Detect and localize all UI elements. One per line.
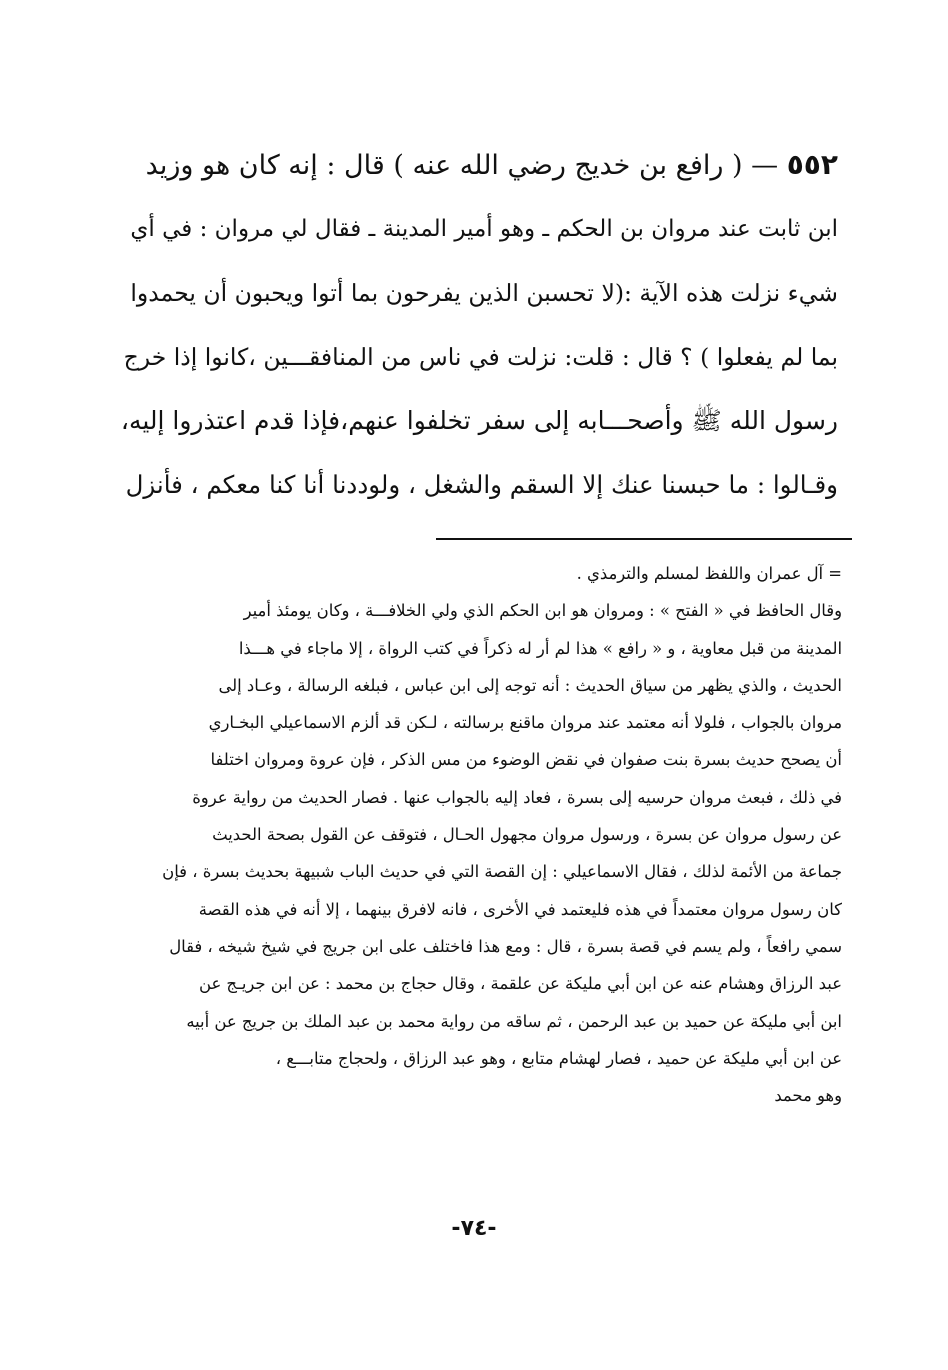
footnote-line: المدينة من قبل معاوية ، و « رافع » هذا لم أر له ذكراً في كتب الرواة ، إلا ماجاء في هـــذا	[238, 638, 842, 658]
hadith-number: ٥٥٢	[786, 148, 838, 181]
footnote-line: في ذلك ، فبعث مروان حرسيه إلى بسرة ، فعاد إليه بالجواب عنها . فصار الحديث من رواية عروة	[192, 787, 842, 807]
footnote-line: ابن أبي مليكة عن حميد بن عبد الرحمن ، ثم ساقه من رواية محمد بن عبد الملك بن جريج عن أبيه	[186, 1011, 842, 1031]
hadith-line: رسول الله ﷺ وأصحـــابه إلى سفر تخلفوا عنهم،فإذا قدم اعتذروا إليه،	[120, 406, 838, 435]
footnote-line: = آل عمران واللفظ لمسلم والترمذي .	[576, 564, 842, 583]
page-number: -٧٤-	[451, 1216, 497, 1241]
hadith-line	[118, 133, 838, 197]
hadith-line-text: — ( رافع بن خديج رضي الله عنه ) قال : إنه كان هو وزيد	[145, 150, 779, 181]
hadith-line: بما لم يفعلوا ) ؟ قال : قلت: نزلت في ناس من المنافقـــين ،كانوا إذا خرج	[123, 343, 838, 371]
footnote-line: وقال الحافظ في « الفتح » : ومروان هو ابن الحكم الذي ولي الخلافـــة ، وكان يومئذ أمير	[243, 601, 842, 621]
footnote-line: أن يصحح حديث بسرة بنت صفوان في نقض الوضوء من مس الذكر ، فإن عروة ومروان اختلفا	[210, 750, 842, 770]
footnote-line: كان رسول مروان معتمداً في هذه فليعتمد في الأخرى ، فانه لافرق بينهما ، إلا أنه في هذه القصة	[198, 899, 842, 919]
footnote-line: جماعة من الأئمة لذلك ، فقال الاسماعيلي : إن القصة التي في حديث الباب شبيهة بحديث بسرة ، فإن	[162, 862, 842, 882]
footnote-line: سمي رافعاً ، ولم يسم في قصة بسرة ، قال : ومع هذا فاختلف على ابن جريج في شيخ شيخه ، فقال	[169, 936, 842, 956]
footnote-line: وهو محمد	[774, 1086, 842, 1106]
hadith-line: ابن ثابت عند مروان بن الحكم ـ وهو أمير المدينة ـ فقال لي مروان : في أي	[130, 216, 838, 242]
footnote-line: عن رسول مروان عن بسرة ، ورسول مروان مجهول الحـال ، فتوقف عن القول بصحة الحديث	[212, 825, 842, 845]
hadith-line: شيء نزلت هذه الآية :(لا تحسبن الذين يفرحون بما أتوا ويحبون أن يحمدوا	[130, 279, 838, 307]
footnote-divider	[436, 538, 852, 540]
footnote-text	[118, 555, 842, 1114]
footnote-line: الحديث ، والذي يظهر من سياق الحديث : أنه توجه إلى ابن عباس ، فبلغه الرسالة ، وعـاد إلى	[218, 675, 842, 695]
hadith-text	[118, 133, 838, 517]
footnote-line: مروان بالجواب ، فلولا أنه معتمد عند مروان ماقنع برسالته ، لـكن قد ألزم الاسماعيلي البخـاري	[208, 713, 842, 733]
hadith-line: وقـالوا : ما حبسنا عنك إلا السقم والشغل ، ولوددنا أنا كنا معكم ، فأنزل	[125, 470, 838, 499]
footnote-line: عن ابن أبي مليكة عن حميد ، فصار لهشام متابع ، وهو عبد الرزاق ، ولحجاج متابـــع ،	[275, 1048, 842, 1068]
footnote-line: عبد الرزاق وهشام عنه عن ابن أبي مليكة عن علقمة ، وقال حجاج بن محمد : عن ابن جريـج عن	[198, 974, 842, 994]
